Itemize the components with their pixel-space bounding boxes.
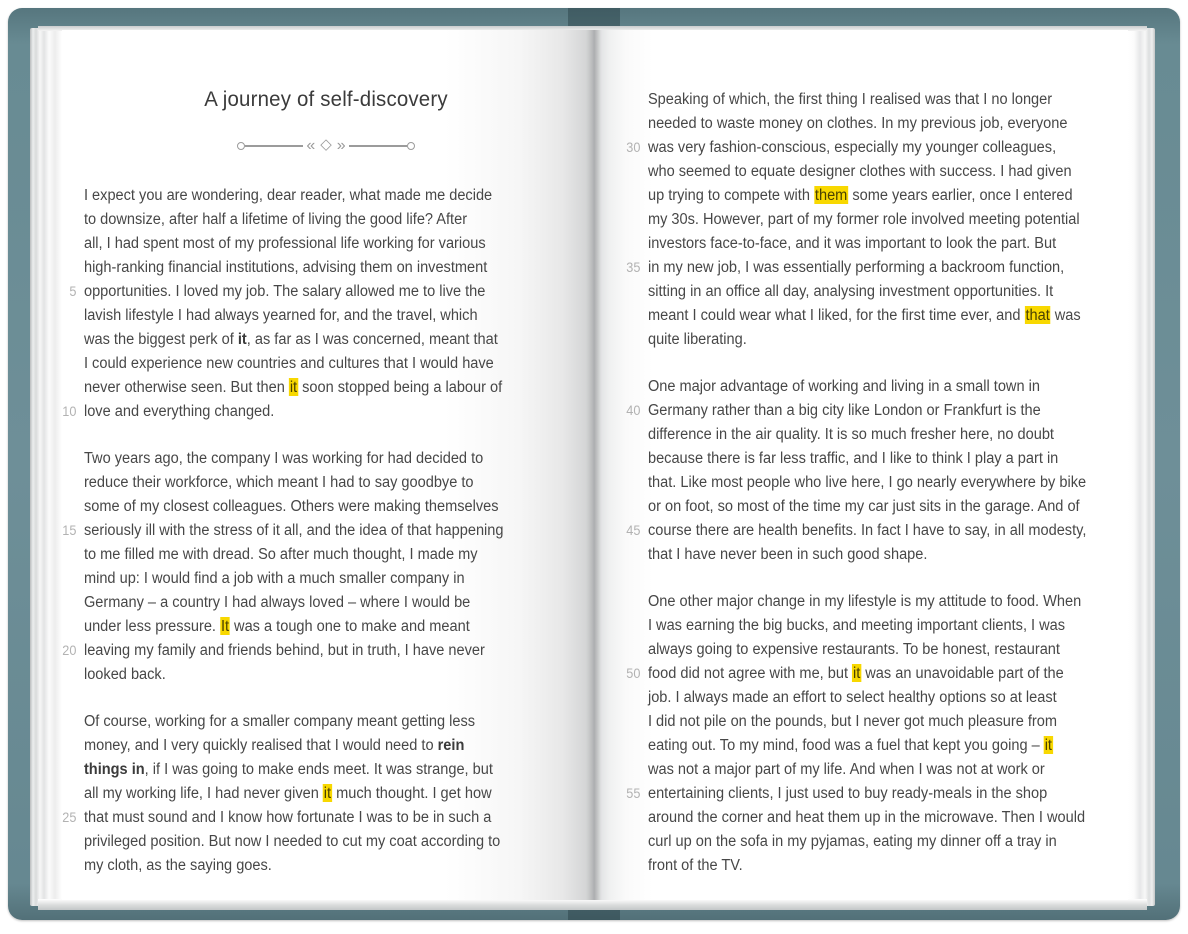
text-line: 20 leaving my family and friends behind, but in truth, I have never	[52, 639, 567, 663]
line-number: 10	[62, 404, 77, 419]
text-line: some of my closest colleagues. Others were making themselves	[83, 498, 499, 515]
line-number: 50	[626, 666, 641, 681]
text-line: 55 entertaining clients, I just used to buy ready-meals in the shop	[616, 782, 1114, 806]
text-line: Speaking of which, the first thing I realised was that I no longer	[647, 91, 1053, 108]
text-line: or on foot, so most of the time my car just sits in the garage. And of	[647, 498, 1080, 515]
text-line: needed to waste money on clothes. In my previous job, everyone	[647, 115, 1068, 132]
divider-rule-right	[349, 145, 407, 147]
guillemet-right-icon: »	[336, 137, 346, 154]
line-number: 30	[626, 140, 641, 155]
right-text-column	[616, 88, 1146, 878]
text-line: curl up on the sofa in my pyjamas, eating my dinner off a tray in	[647, 833, 1057, 850]
text-line: to me filled me with dread. So after much thought, I made my	[83, 546, 478, 563]
text-line: my 30s. However, part of my former role involved meeting potential	[647, 211, 1080, 228]
text-line: all, I had spent most of my professional life working for various	[83, 235, 486, 252]
highlighted-word[interactable]: them	[814, 187, 848, 204]
line-number: 35	[626, 260, 641, 275]
highlighted-word[interactable]: It	[220, 618, 230, 635]
text-line: under less pressure. It was a tough one to make and meant	[83, 618, 470, 635]
highlighted-word[interactable]: that	[1025, 307, 1050, 324]
book-cover	[8, 8, 1180, 920]
text-line: who seemed to equate designer clothes with success. I had given	[647, 163, 1072, 180]
paragraph	[616, 88, 1146, 352]
paragraph	[52, 447, 600, 687]
text-line: 30 was very fashion-conscious, especially my younger colleagues,	[616, 136, 1114, 160]
left-text-column	[52, 184, 600, 878]
line-number: 40	[626, 403, 641, 418]
divider-rule-left	[245, 145, 303, 147]
text-line: I was earning the big bucks, and meeting important clients, I was	[647, 617, 1066, 634]
text-line: was not a major part of my life. And when I was not at work or	[647, 761, 1045, 778]
text-line: Germany – a country I had always loved – where I would be	[83, 594, 471, 611]
page-title: A journey of self-discovery	[204, 87, 448, 111]
text-line: my cloth, as the saying goes.	[83, 857, 272, 874]
text-line: reduce their workforce, which meant I had to say goodbye to	[83, 474, 474, 491]
text-line: I did not pile on the pounds, but I never got much pleasure from	[647, 713, 1057, 730]
text-line: quite liberating.	[647, 331, 747, 348]
bold-term: rein	[437, 737, 465, 754]
highlighted-word[interactable]: it	[1044, 737, 1052, 754]
text-line: things in, if I was going to make ends meet. It was strange, but	[83, 761, 493, 778]
text-line: eating out. To my mind, food was a fuel that kept you going – it	[647, 737, 1052, 754]
text-line: 50 food did not agree with me, but it was an unavoidable part of the	[616, 662, 1114, 686]
text-line: privileged position. But now I needed to cut my coat according to	[83, 833, 501, 850]
text-line: investors face-to-face, and it was important to look the part. But	[647, 235, 1057, 252]
paragraph	[616, 590, 1146, 878]
text-line: around the corner and heat them up in the microwave. Then I would	[647, 809, 1086, 826]
text-line: Two years ago, the company I was working for had decided to	[83, 450, 484, 467]
text-line: job. I always made an effort to select healthy options so at least	[647, 689, 1057, 706]
text-line: that I have never been in such good shape.	[647, 546, 928, 563]
text-line: mind up: I would find a job with a much smaller company in	[83, 570, 465, 587]
text-line: 5 opportunities. I loved my job. The salary allowed me to live the	[52, 280, 567, 304]
text-line: high-ranking financial institutions, advising them on investment	[83, 259, 488, 276]
highlighted-word[interactable]: it	[289, 379, 298, 396]
text-line: difference in the air quality. It is so much fresher here, no doubt	[647, 426, 1054, 443]
text-line: up trying to compete with them some years earlier, once I entered	[647, 187, 1073, 204]
right-page-content	[616, 88, 1146, 878]
text-line: 40 Germany rather than a big city like London or Frankfurt is the	[616, 399, 1114, 423]
text-line: One major advantage of working and living in a small town in	[647, 378, 1040, 395]
line-number: 15	[62, 523, 77, 538]
text-line: never otherwise seen. But then it soon stopped being a labour of	[83, 379, 503, 396]
paragraph	[52, 710, 600, 878]
text-line: was the biggest perk of it, as far as I was concerned, meant that	[83, 331, 498, 348]
bold-term: things in	[83, 761, 145, 778]
text-line: all my working life, I had never given it much thought. I get how	[83, 785, 492, 802]
text-line: 15 seriously ill with the stress of it all, and the idea of that happening	[52, 519, 567, 543]
paragraph	[616, 375, 1146, 567]
highlighted-word[interactable]: it	[853, 665, 861, 682]
text-line: 45 course there are health benefits. In fact I have to say, in all modesty,	[616, 519, 1114, 543]
ornament-divider	[52, 138, 600, 154]
text-line: lavish lifestyle I had always yearned for, and the travel, which	[83, 307, 478, 324]
line-number: 25	[62, 810, 77, 825]
text-line: 10 love and everything changed.	[52, 400, 567, 424]
text-line: because there is far less traffic, and I like to think I play a part in	[647, 450, 1059, 467]
bold-term: it	[237, 331, 247, 348]
text-line: One other major change in my lifestyle is my attitude to food. When	[647, 593, 1082, 610]
text-line: money, and I very quickly realised that I would need to rein	[83, 737, 465, 754]
text-line: front of the TV.	[647, 857, 743, 874]
text-line: I could experience new countries and cultures that I would have	[83, 355, 494, 372]
text-line: 35 in my new job, I was essentially performing a backroom function,	[616, 256, 1114, 280]
highlighted-word[interactable]: it	[323, 785, 332, 802]
divider-ring-left-icon	[237, 142, 245, 150]
guillemet-left-icon: «	[306, 137, 316, 154]
text-line: Of course, working for a smaller company meant getting less	[83, 713, 476, 730]
line-number: 5	[69, 284, 77, 299]
page-stack-bottom-edge	[38, 899, 1147, 910]
text-line: looked back.	[83, 666, 166, 683]
text-line: that. Like most people who live here, I go nearly everywhere by bike	[647, 474, 1087, 491]
line-number: 55	[626, 786, 641, 801]
diamond-icon: ◇	[320, 136, 332, 153]
text-line: to downsize, after half a lifetime of living the good life? After	[83, 211, 468, 228]
text-line: meant I could wear what I liked, for the first time ever, and that was	[647, 307, 1081, 324]
divider-ring-right-icon	[407, 142, 415, 150]
text-line: I expect you are wondering, dear reader, what made me decide	[83, 187, 493, 204]
line-number: 45	[626, 523, 641, 538]
text-line: sitting in an office all day, analysing investment opportunities. It	[647, 283, 1054, 300]
line-number: 20	[62, 643, 77, 658]
left-page-content	[52, 82, 600, 878]
text-line: 25 that must sound and I know how fortunate I was to be in such a	[52, 806, 567, 830]
paragraph	[52, 184, 600, 424]
text-line: always going to expensive restaurants. To be honest, restaurant	[647, 641, 1060, 658]
